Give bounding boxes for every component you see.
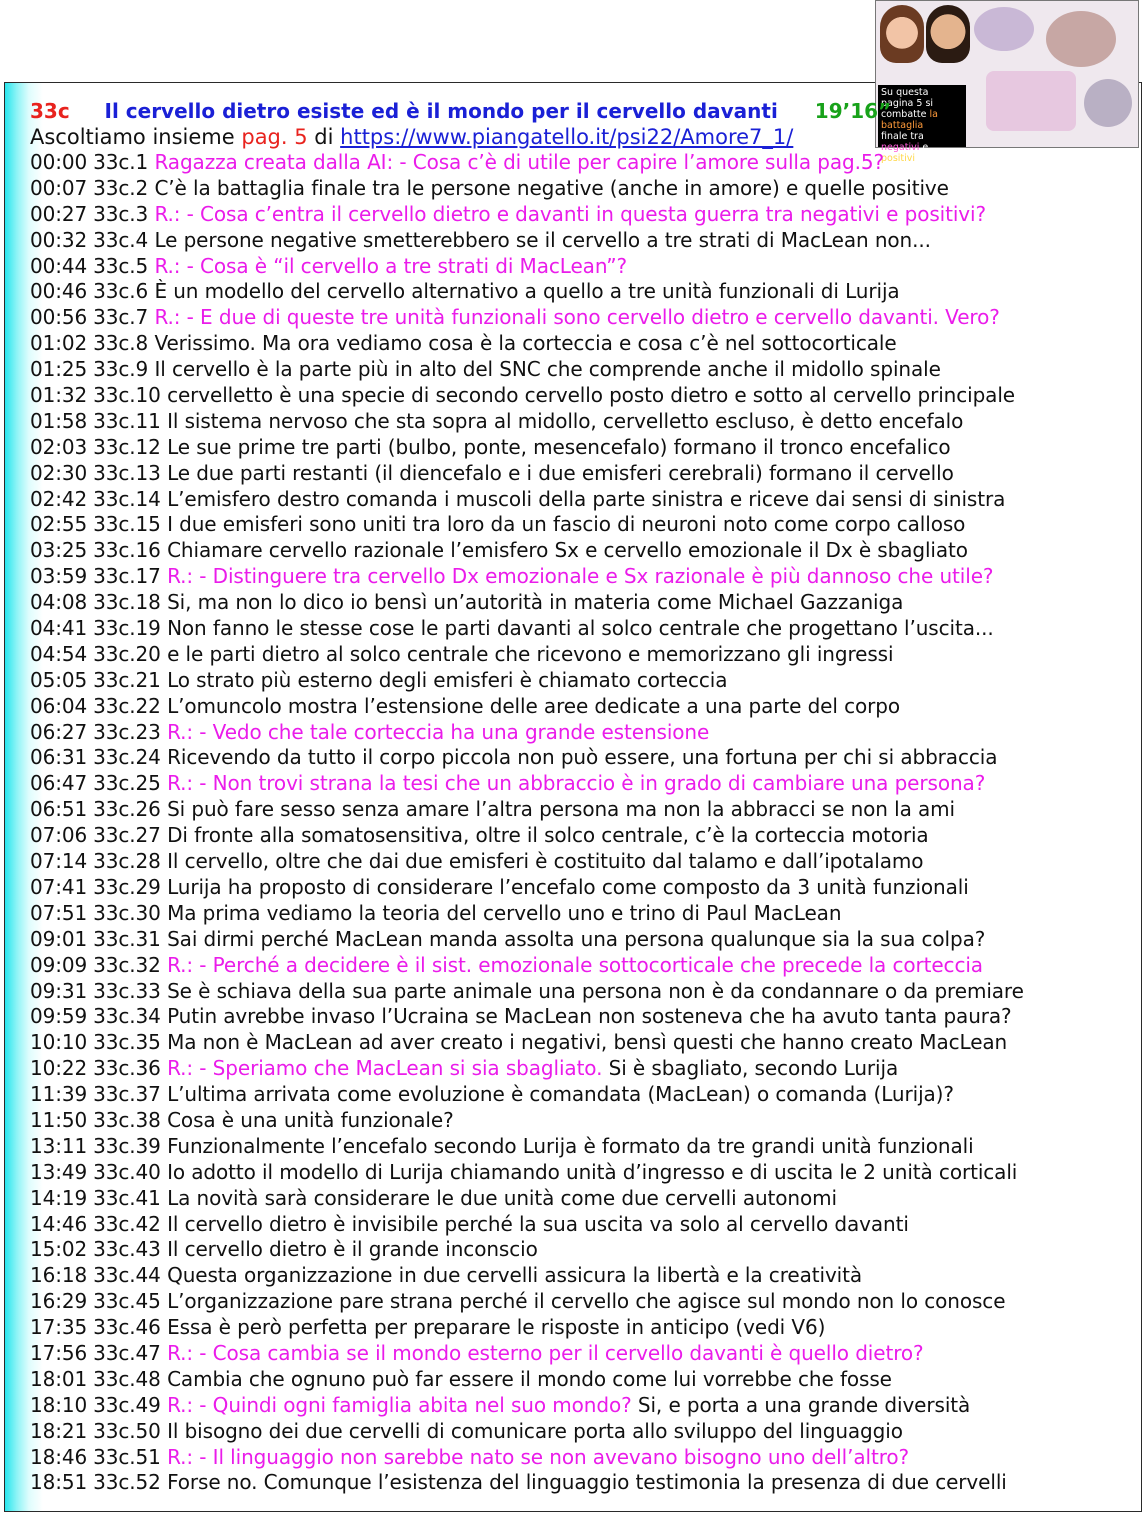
row-code: 33c.19 bbox=[93, 616, 161, 641]
row-code: 33c.6 bbox=[93, 279, 149, 304]
transcript-row bbox=[30, 1263, 1145, 1289]
transcript-row bbox=[30, 564, 1145, 590]
row-code: 33c.28 bbox=[93, 849, 161, 874]
transcript-list bbox=[30, 150, 1145, 1496]
row-code: 33c.31 bbox=[93, 926, 161, 951]
row-text: Il cervello, oltre che dai due emisferi è costituito dal talamo e dall’ipotalamo bbox=[167, 849, 924, 874]
row-code: 33c.25 bbox=[93, 771, 161, 796]
row-timecode[interactable]: 09:01 bbox=[30, 926, 88, 951]
intro-text-mid: di bbox=[314, 125, 334, 149]
brain-diagram-image bbox=[974, 7, 1034, 51]
row-timecode[interactable]: 03:59 bbox=[30, 564, 88, 589]
transcript-row bbox=[30, 927, 1145, 953]
row-code: 33c.18 bbox=[93, 590, 161, 615]
row-code: 33c.9 bbox=[93, 357, 149, 382]
row-text: Di fronte alla somatosensitiva, oltre il solco centrale, c’è la corteccia motoria bbox=[167, 823, 929, 848]
row-code: 33c.34 bbox=[93, 1004, 161, 1029]
row-code: 33c.10 bbox=[93, 383, 161, 408]
row-text: Sai dirmi perché MacLean manda assolta una persona qualunque sia la sua colpa? bbox=[167, 926, 986, 951]
row-timecode[interactable]: 02:42 bbox=[30, 486, 88, 511]
transcript-row bbox=[30, 720, 1145, 746]
transcript-row bbox=[30, 823, 1145, 849]
transcript-row bbox=[30, 1108, 1145, 1134]
row-timecode[interactable]: 09:09 bbox=[30, 952, 88, 977]
row-text: Verissimo. Ma ora vediamo cosa è la corteccia e cosa c’è nel sottocorticale bbox=[154, 331, 897, 356]
transcript-row bbox=[30, 1341, 1145, 1367]
transcript-row bbox=[30, 694, 1145, 720]
row-text: Le persone negative smetterebbero se il cervello a tre strati di MacLean non... bbox=[154, 227, 931, 252]
row-code: 33c.39 bbox=[93, 1133, 161, 1158]
row-timecode[interactable]: 13:11 bbox=[30, 1133, 88, 1158]
row-question: R.: - Quindi ogni famiglia abita nel suo mondo? bbox=[167, 1392, 632, 1417]
row-timecode[interactable]: 16:18 bbox=[30, 1263, 88, 1288]
transcript-row bbox=[30, 512, 1145, 538]
transcript-row bbox=[30, 202, 1145, 228]
row-timecode[interactable]: 00:00 bbox=[30, 150, 88, 174]
transcript-row bbox=[30, 668, 1145, 694]
row-question: R.: - E due di queste tre unità funzionali sono cervello dietro e cervello davanti. Vero? bbox=[154, 305, 1000, 330]
transcript-row bbox=[30, 1160, 1145, 1186]
transcript-row bbox=[30, 176, 1145, 202]
row-code: 33c.8 bbox=[93, 331, 149, 356]
row-question: R.: - Vedo che tale corteccia ha una grande estensione bbox=[167, 719, 710, 744]
row-code: 33c.43 bbox=[93, 1237, 161, 1262]
transcript-row bbox=[30, 1470, 1145, 1496]
row-timecode[interactable]: 18:10 bbox=[30, 1392, 88, 1417]
row-code: 33c.1 bbox=[93, 150, 149, 174]
transcript-row bbox=[30, 1367, 1145, 1393]
transcript-row bbox=[30, 1393, 1145, 1419]
row-code: 33c.21 bbox=[93, 667, 161, 692]
row-code: 33c.11 bbox=[93, 408, 161, 433]
transcript-row bbox=[30, 745, 1145, 771]
row-code: 33c.23 bbox=[93, 719, 161, 744]
row-text: Si, ma non lo dico io bensì un’autorità in materia come Michael Gazzaniga bbox=[167, 590, 904, 615]
row-code: 33c.47 bbox=[93, 1340, 161, 1365]
row-code: 33c.7 bbox=[93, 305, 149, 330]
row-code: 33c.15 bbox=[93, 512, 161, 537]
row-text: Le sue prime tre parti (bulbo, ponte, mesencefalo) formano il tronco encefalico bbox=[167, 434, 951, 459]
row-code: 33c.42 bbox=[93, 1211, 161, 1236]
row-question: R.: - Cosa cambia se il mondo esterno per il cervello davanti è quello dietro? bbox=[167, 1340, 924, 1365]
row-timecode[interactable]: 01:02 bbox=[30, 331, 88, 356]
row-code: 33c.5 bbox=[93, 253, 149, 278]
row-text: Il bisogno dei due cervelli di comunicare porta allo sviluppo del linguaggio bbox=[167, 1418, 903, 1443]
row-timecode[interactable]: 17:35 bbox=[30, 1315, 88, 1340]
row-timecode[interactable]: 09:59 bbox=[30, 1004, 88, 1029]
row-timecode[interactable]: 00:56 bbox=[30, 305, 88, 330]
transcript-row bbox=[30, 357, 1145, 383]
row-timecode[interactable]: 01:25 bbox=[30, 357, 88, 382]
row-code: 33c.51 bbox=[93, 1444, 161, 1469]
row-code: 33c.46 bbox=[93, 1315, 161, 1340]
row-timecode[interactable]: 05:05 bbox=[30, 667, 88, 692]
row-timecode[interactable]: 02:03 bbox=[30, 434, 88, 459]
transcript-row bbox=[30, 1030, 1145, 1056]
row-question: R.: - Perché a decidere è il sist. emozionale sottocorticale che precede la corteccia bbox=[167, 952, 983, 977]
row-code: 33c.12 bbox=[93, 434, 161, 459]
intro-text: Ascoltiamo insieme bbox=[30, 125, 235, 149]
row-text: Il cervello è la parte più in alto del SNC che comprende anche il midollo spinale bbox=[154, 357, 941, 382]
transcript-row bbox=[30, 1212, 1145, 1238]
row-timecode[interactable]: 18:21 bbox=[30, 1418, 88, 1443]
transcript-row bbox=[30, 849, 1145, 875]
transcript-row bbox=[30, 1056, 1145, 1082]
row-timecode[interactable]: 07:41 bbox=[30, 874, 88, 899]
row-text: L’ultima arrivata come evoluzione è comandata (MacLean) o comanda (Lurija)? bbox=[167, 1082, 954, 1107]
row-answer: Si, e porta a una grande diversità bbox=[637, 1392, 971, 1417]
transcript-row bbox=[30, 228, 1145, 254]
transcript-row bbox=[30, 1315, 1145, 1341]
thumbnail-caption: Su questa pagina 5 si combatte la battaglia finale tra negativi e positivi bbox=[878, 85, 966, 147]
transcript-row bbox=[30, 254, 1145, 280]
row-code: 33c.36 bbox=[93, 1056, 161, 1081]
row-text: Si può fare sesso senza amare l’altra persona ma non la abbracci se non la ami bbox=[167, 797, 955, 822]
row-text: Questa organizzazione in due cervelli assicura la libertà e la creatività bbox=[167, 1263, 863, 1288]
row-timecode[interactable]: 16:29 bbox=[30, 1289, 88, 1314]
transcript-row bbox=[30, 409, 1145, 435]
woman-face-image bbox=[880, 5, 924, 63]
row-timecode[interactable]: 10:22 bbox=[30, 1056, 88, 1081]
transcript-row bbox=[30, 901, 1145, 927]
row-text: Cosa è una unità funzionale? bbox=[167, 1107, 454, 1132]
row-timecode[interactable]: 00:46 bbox=[30, 279, 88, 304]
row-timecode[interactable]: 00:27 bbox=[30, 201, 88, 226]
transcript-row bbox=[30, 616, 1145, 642]
row-text: Le due parti restanti (il diencefalo e i due emisferi cerebrali) formano il cervello bbox=[167, 460, 954, 485]
brain-diagram-image-2 bbox=[1046, 11, 1116, 67]
row-code: 33c.33 bbox=[93, 978, 161, 1003]
row-timecode[interactable]: 17:56 bbox=[30, 1340, 88, 1365]
row-text: La novità sarà considerare le due unità come due cervelli autonomi bbox=[167, 1185, 837, 1210]
row-code: 33c.41 bbox=[93, 1185, 161, 1210]
row-code: 33c.26 bbox=[93, 797, 161, 822]
transcript-row bbox=[30, 1082, 1145, 1108]
episode-header bbox=[30, 98, 1145, 124]
row-code: 33c.40 bbox=[93, 1159, 161, 1184]
row-question: R.: - Il linguaggio non sarebbe nato se non avevano bisogno uno dell’altro? bbox=[167, 1444, 910, 1469]
row-text: Se è schiava della sua parte animale una persona non è da condannare o da premiare bbox=[167, 978, 1024, 1003]
row-code: 33c.24 bbox=[93, 745, 161, 770]
episode-title: Il cervello dietro esiste ed è il mondo per il cervello davanti bbox=[104, 99, 778, 123]
row-text: È un modello del cervello alternativo a quello a tre unità funzionali di Lurija bbox=[154, 279, 900, 304]
row-timecode[interactable]: 06:31 bbox=[30, 745, 88, 770]
row-text: Essa è però perfetta per preparare le risposte in anticipo (vedi V6) bbox=[167, 1315, 826, 1340]
intro-line bbox=[30, 124, 1145, 150]
row-timecode[interactable]: 04:08 bbox=[30, 590, 88, 615]
row-code: 33c.16 bbox=[93, 538, 161, 563]
row-code: 33c.13 bbox=[93, 460, 161, 485]
row-code: 33c.45 bbox=[93, 1289, 161, 1314]
row-text: Forse no. Comunque l’esistenza del linguaggio testimonia la presenza di due cervelli bbox=[167, 1470, 1007, 1495]
transcript-row bbox=[30, 797, 1145, 823]
transcript-row bbox=[30, 279, 1145, 305]
transcript-content bbox=[30, 98, 1145, 1496]
row-timecode[interactable]: 07:51 bbox=[30, 900, 88, 925]
row-timecode[interactable]: 02:55 bbox=[30, 512, 88, 537]
row-timecode[interactable]: 03:25 bbox=[30, 538, 88, 563]
transcript-row bbox=[30, 979, 1145, 1005]
row-code: 33c.38 bbox=[93, 1107, 161, 1132]
transcript-row bbox=[30, 1445, 1145, 1471]
row-text: L’organizzazione pare strana perché il cervello che agisce sul mondo non lo conosce bbox=[167, 1289, 1006, 1314]
row-code: 33c.3 bbox=[93, 201, 149, 226]
row-code: 33c.2 bbox=[93, 175, 149, 200]
row-timecode[interactable]: 18:01 bbox=[30, 1366, 88, 1391]
transcript-row bbox=[30, 331, 1145, 357]
row-text: Ma prima vediamo la teoria del cervello uno e trino di Paul MacLean bbox=[167, 900, 842, 925]
row-question: R.: - Cosa è “il cervello a tre strati di MacLean”? bbox=[154, 253, 628, 278]
page-reference: pag. 5 bbox=[241, 125, 308, 149]
row-text: I due emisferi sono uniti tra loro da un fascio di neuroni noto come corpo calloso bbox=[167, 512, 966, 537]
row-code: 33c.50 bbox=[93, 1418, 161, 1443]
row-timecode[interactable]: 18:46 bbox=[30, 1444, 88, 1469]
row-code: 33c.30 bbox=[93, 900, 161, 925]
row-text: Lo strato più esterno degli emisferi è chiamato corteccia bbox=[167, 667, 728, 692]
transcript-row bbox=[30, 461, 1145, 487]
row-code: 33c.4 bbox=[93, 227, 149, 252]
transcript-row bbox=[30, 1134, 1145, 1160]
row-code: 33c.29 bbox=[93, 874, 161, 899]
row-code: 33c.32 bbox=[93, 952, 161, 977]
transcript-row bbox=[30, 953, 1145, 979]
row-text: Ma non è MacLean ad aver creato i negativi, bensì questi che hanno creato MacLean bbox=[167, 1030, 1008, 1055]
row-question: R.: - Speriamo che MacLean si sia sbagliato. bbox=[167, 1056, 603, 1081]
transcript-row bbox=[30, 383, 1145, 409]
transcript-row bbox=[30, 771, 1145, 797]
row-timecode[interactable]: 01:32 bbox=[30, 383, 88, 408]
row-text: Putin avrebbe invaso l’Ucraina se MacLean non sosteneva che ha avuto tanta paura? bbox=[167, 1004, 1012, 1029]
transcript-row bbox=[30, 435, 1145, 461]
row-text: C’è la battaglia finale tra le persone negative (anche in amore) e quelle positive bbox=[154, 175, 949, 200]
transcript-row bbox=[30, 487, 1145, 513]
episode-code: 33c bbox=[30, 99, 70, 123]
transcript-row bbox=[30, 1186, 1145, 1212]
row-question: R.: - Cosa c’entra il cervello dietro e davanti in questa guerra tra negativi e positivi? bbox=[154, 201, 987, 226]
row-code: 33c.44 bbox=[93, 1263, 161, 1288]
row-answer: Si è sbagliato, secondo Lurija bbox=[608, 1056, 899, 1081]
transcript-row bbox=[30, 875, 1145, 901]
row-text: L’emisfero destro comanda i muscoli della parte sinistra e riceve dai sensi di sinistra bbox=[167, 486, 1006, 511]
row-text: Funzionalmente l’encefalo secondo Lurija è formato da tre grandi unità funzionali bbox=[167, 1133, 974, 1158]
row-timecode[interactable]: 00:07 bbox=[30, 175, 88, 200]
row-code: 33c.27 bbox=[93, 823, 161, 848]
row-code: 33c.14 bbox=[93, 486, 161, 511]
row-question: Ragazza creata dalla AI: - Cosa c’è di utile per capire l’amore sulla pag.5? bbox=[154, 150, 885, 174]
row-timecode[interactable]: 06:04 bbox=[30, 693, 88, 718]
row-timecode[interactable]: 07:14 bbox=[30, 849, 88, 874]
row-timecode[interactable]: 11:50 bbox=[30, 1107, 88, 1132]
row-text: Il sistema nervoso che sta sopra al midollo, cervelletto escluso, è detto encefalo bbox=[167, 408, 964, 433]
row-code: 33c.52 bbox=[93, 1470, 161, 1495]
row-timecode[interactable]: 10:10 bbox=[30, 1030, 88, 1055]
transcript-row bbox=[30, 590, 1145, 616]
row-question: R.: - Non trovi strana la tesi che un abbraccio è in grado di cambiare una persona? bbox=[167, 771, 986, 796]
row-text: Non fanno le stesse cose le parti davanti al solco centrale che progettano l’uscita... bbox=[167, 616, 994, 641]
row-timecode[interactable]: 00:32 bbox=[30, 227, 88, 252]
transcript-row bbox=[30, 150, 1145, 176]
transcript-row bbox=[30, 305, 1145, 331]
row-timecode[interactable]: 13:49 bbox=[30, 1159, 88, 1184]
row-text: Il cervello dietro è invisibile perché la sua uscita va solo al cervello davanti bbox=[167, 1211, 909, 1236]
row-text: Lurija ha proposto di considerare l’encefalo come composto da 3 unità funzionali bbox=[167, 874, 969, 899]
row-text: e le parti dietro al solco centrale che ricevono e memorizzano gli ingressi bbox=[167, 641, 894, 666]
transcript-row bbox=[30, 1237, 1145, 1263]
source-link[interactable]: https://www.piangatello.it/psi22/Amore7_1/ bbox=[340, 125, 794, 149]
row-text: Chiamare cervello razionale l’emisfero Sx e cervello emozionale il Dx è sbagliato bbox=[167, 538, 968, 563]
row-timecode[interactable]: 14:46 bbox=[30, 1211, 88, 1236]
row-code: 33c.22 bbox=[93, 693, 161, 718]
transcript-row bbox=[30, 1419, 1145, 1445]
row-timecode[interactable]: 15:02 bbox=[30, 1237, 88, 1262]
man-face-image bbox=[926, 5, 970, 63]
row-timecode[interactable]: 04:54 bbox=[30, 641, 88, 666]
row-code: 33c.48 bbox=[93, 1366, 161, 1391]
row-code: 33c.17 bbox=[93, 564, 161, 589]
row-timecode[interactable]: 06:27 bbox=[30, 719, 88, 744]
row-code: 33c.35 bbox=[93, 1030, 161, 1055]
row-code: 33c.49 bbox=[93, 1392, 161, 1417]
row-text: Il cervello dietro è il grande inconscio bbox=[167, 1237, 538, 1262]
row-timecode[interactable]: 14:19 bbox=[30, 1185, 88, 1210]
row-timecode[interactable]: 02:30 bbox=[30, 460, 88, 485]
row-text: Io adotto il modello di Lurija chiamando unità d’ingresso e di uscita le 2 unità corticali bbox=[167, 1159, 1018, 1184]
row-text: Ricevendo da tutto il corpo piccola non può essere, una fortuna per chi si abbraccia bbox=[167, 745, 998, 770]
row-timecode[interactable]: 11:39 bbox=[30, 1082, 88, 1107]
transcript-row bbox=[30, 538, 1145, 564]
row-timecode[interactable]: 01:58 bbox=[30, 408, 88, 433]
transcript-row bbox=[30, 1004, 1145, 1030]
row-timecode[interactable]: 06:51 bbox=[30, 797, 88, 822]
row-text: Cambia che ognuno può far essere il mondo come lui vorrebbe che fosse bbox=[167, 1366, 892, 1391]
row-timecode[interactable]: 09:31 bbox=[30, 978, 88, 1003]
row-text: cervelletto è una specie di secondo cervello posto dietro e sotto al cervello principale bbox=[167, 383, 1016, 408]
transcript-row bbox=[30, 1289, 1145, 1315]
row-timecode[interactable]: 07:06 bbox=[30, 823, 88, 848]
episode-duration: 19’16” bbox=[814, 99, 892, 123]
transcript-row bbox=[30, 642, 1145, 668]
row-code: 33c.20 bbox=[93, 641, 161, 666]
row-code: 33c.37 bbox=[93, 1082, 161, 1107]
row-timecode[interactable]: 00:44 bbox=[30, 253, 88, 278]
row-timecode[interactable]: 04:41 bbox=[30, 616, 88, 641]
row-text: L’omuncolo mostra l’estensione delle aree dedicate a una parte del corpo bbox=[167, 693, 900, 718]
row-timecode[interactable]: 18:51 bbox=[30, 1470, 88, 1495]
row-timecode[interactable]: 06:47 bbox=[30, 771, 88, 796]
row-question: R.: - Distinguere tra cervello Dx emozionale e Sx razionale è più dannoso che utile? bbox=[167, 564, 994, 589]
